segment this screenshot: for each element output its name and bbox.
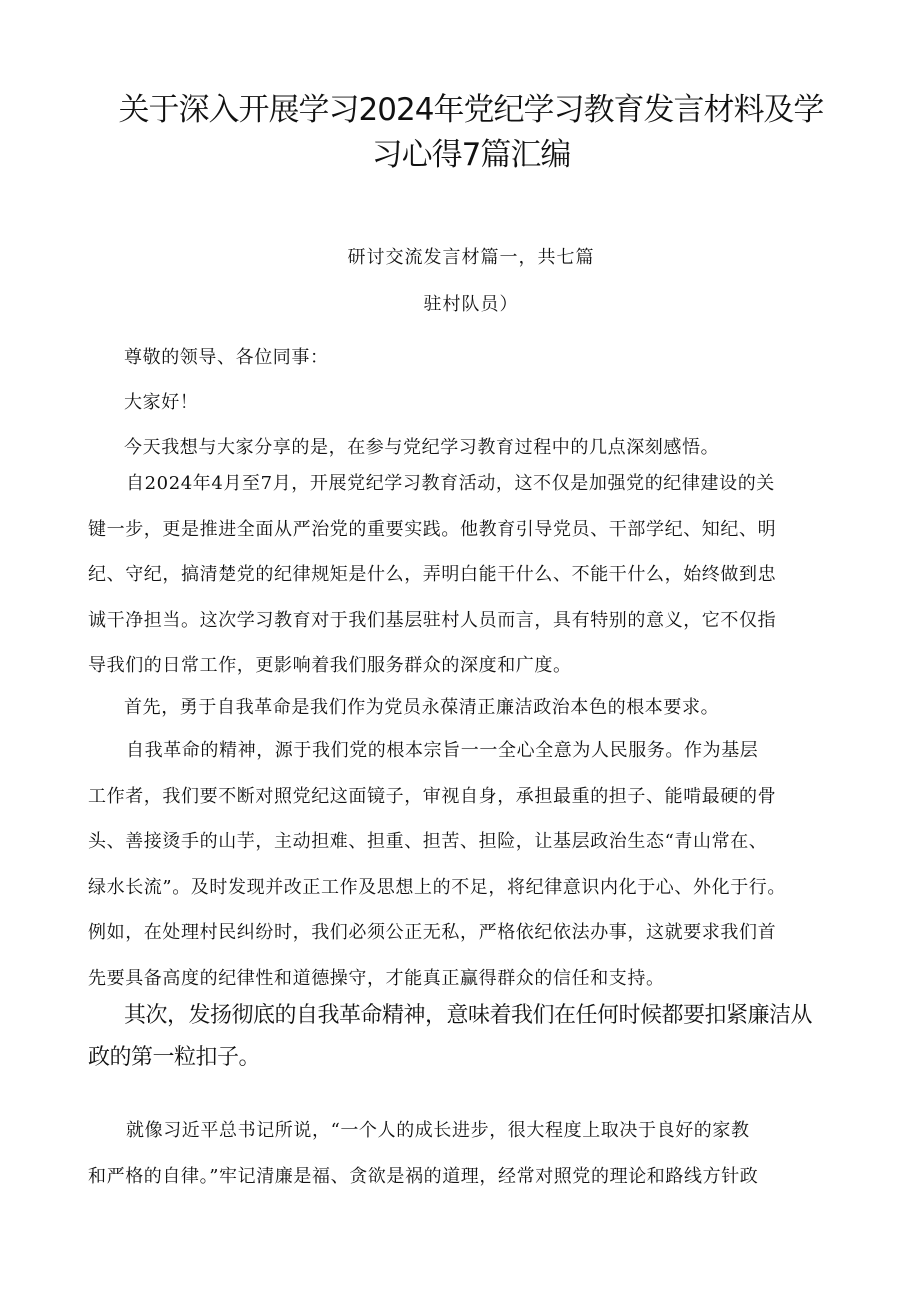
document-title <box>70 88 872 177</box>
subtitle-1: 研讨交流发言材篇一，共七篇 <box>347 247 595 268</box>
paragraph-4-line: 自我革命的精神，源于我们党的根本宗旨一一全心全意为人民服务。作为基层 <box>126 740 759 761</box>
paragraph-2 <box>88 461 874 689</box>
paragraph-4 <box>88 728 874 1001</box>
section-heading-line: 政的第一粒扣子。 <box>88 1045 261 1070</box>
paragraph-2-line: 纪、守纪，搞清楚党的纪律规矩是什么，弄明白能干什么、不能干什么，始终做到忠 <box>88 564 777 585</box>
paragraph-2-line: 键一步，更是推进全面从严治党的重要实践。他教育引导党员、干部学纪、知纪、明 <box>88 518 777 540</box>
title-line-2: 习心得7篇汇编 <box>371 137 571 173</box>
paragraph-4-line: 头、善接烫手的山芋，主动担难、担重、担苦、担险，让基层政治生态“青山常在、 <box>88 831 768 852</box>
subtitle-2: 驻村队员） <box>423 294 519 315</box>
paragraph-2-line: 诚干净担当。这次学习教育对于我们基层驻村人员而言，具有特别的意义，它不仅指 <box>88 609 777 631</box>
paragraph-2-line: 自2024年4月至7月，开展党纪学习教育活动，这不仅是加强党的纪律建设的关 <box>126 473 775 494</box>
paragraph-1: 今天我想与大家分享的是，在参与党纪学习教育过程中的几点深刻感悟。 <box>124 437 720 458</box>
paragraph-5 <box>88 1108 874 1199</box>
paragraph-4-line: 绿水长流”。及时发现并改正工作及思想上的不足，将纪律意识内化于心、外化于行。 <box>88 876 786 898</box>
title-line-1: 关于深入开展学习2024年党纪学习教育发言材料及学 <box>118 92 824 128</box>
greeting: 大家好！ <box>124 392 199 413</box>
paragraph-4-line: 先要具备高度的纪律性和道德操守，才能真正赢得群众的信任和支持。 <box>88 967 665 989</box>
paragraph-3: 首先，勇于自我革命是我们作为党员永葆清正廉洁政治本色的根本要求。 <box>124 697 720 718</box>
paragraph-4-line: 工作者，我们要不断对照党纪这面镜子，审视自身，承担最重的担子、能啃最硬的骨 <box>88 785 777 807</box>
section-heading <box>88 995 874 1079</box>
paragraph-5-line: 就像习近平总书记所说，“一个人的成长进步，很大程度上取决于良好的家教 <box>126 1120 750 1141</box>
salutation: 尊敬的领导、各位同事： <box>124 347 329 368</box>
paragraph-2-line: 导我们的日常工作，更影响着我们服务群众的深度和广度。 <box>88 655 572 676</box>
paragraph-5-line: 和严格的自律。”牢记清廉是福、贪欲是祸的道理，经常对照党的理论和路线方针政 <box>88 1165 759 1187</box>
paragraph-4-line: 例如，在处理村民纠纷时，我们必须公正无私，严格依纪依法办事，这就要求我们首 <box>88 922 777 943</box>
section-heading-line: 其次，发扬彻底的自我革命精神，意味着我们在任何时候都要扣紧廉洁从 <box>124 1003 813 1028</box>
